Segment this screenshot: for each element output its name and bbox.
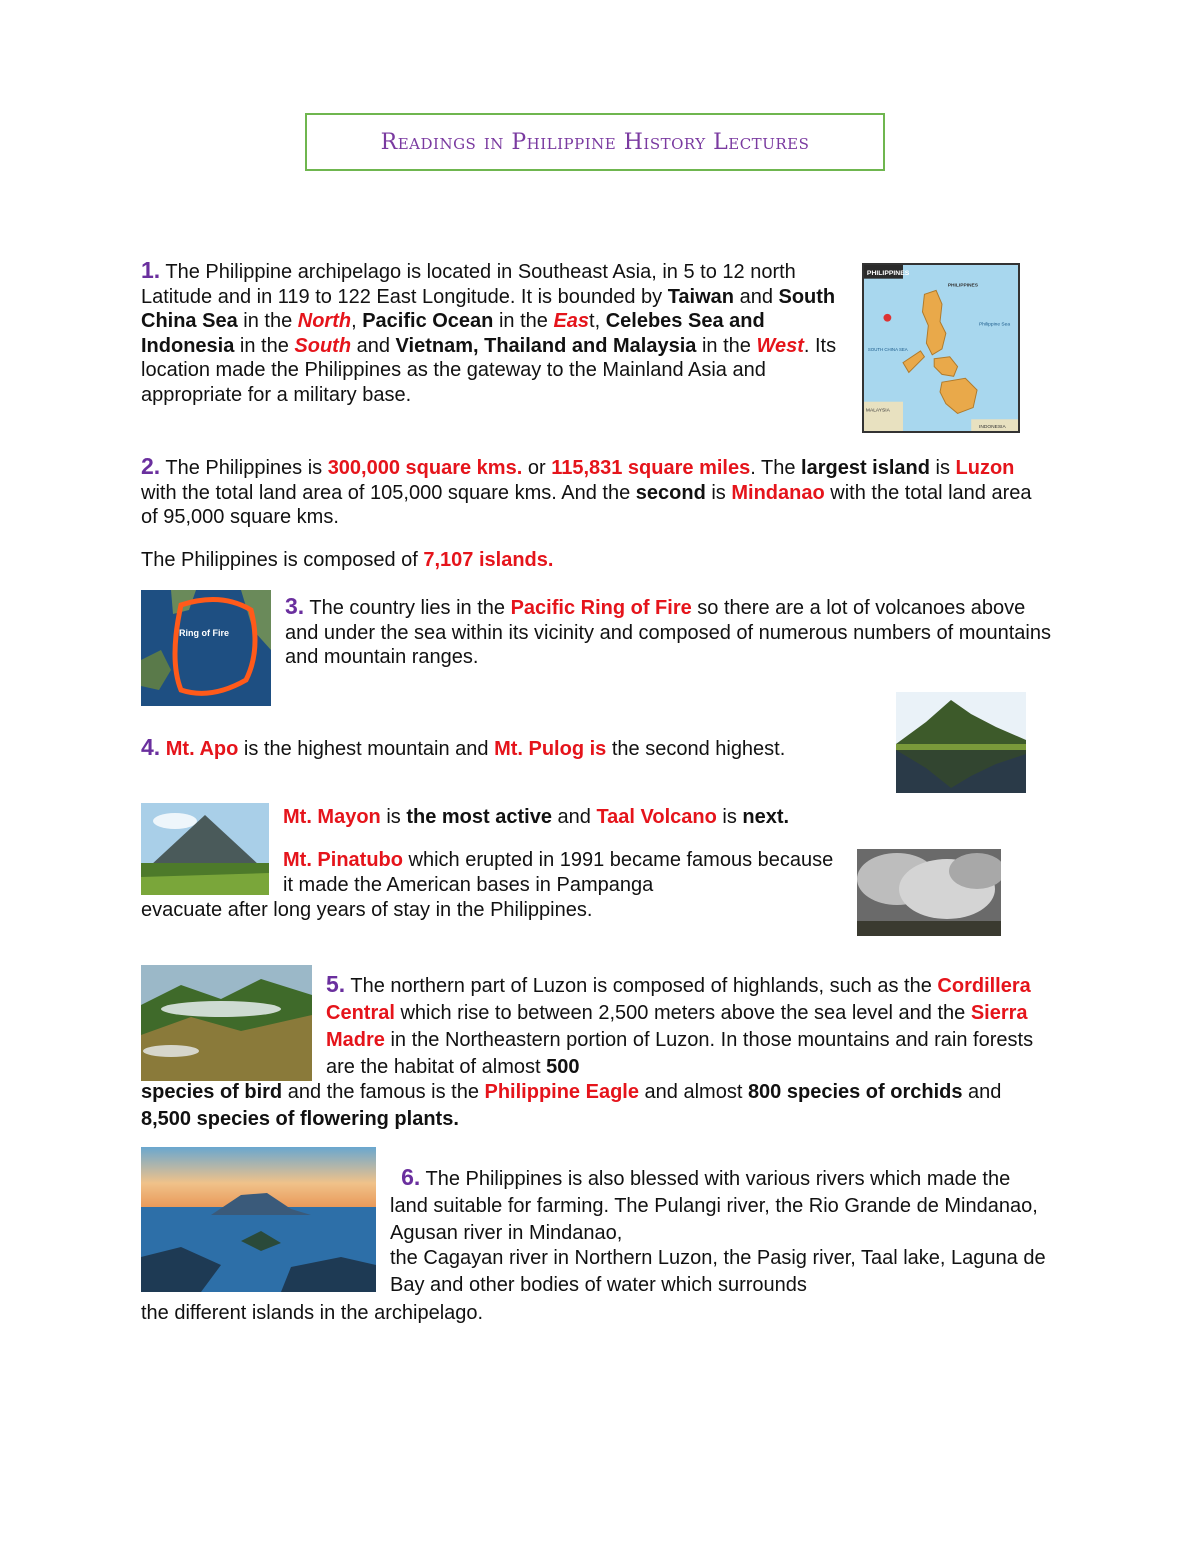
title-box	[305, 113, 885, 171]
section-number: 1.	[141, 257, 161, 283]
section-1: 1. The Philippine archipelago is located in Southeast Asia, in 5 to 12 north Latitude and in 119 to 122 East Longitude. It is bounded by Taiwan and South China Sea in the North, Pacific Ocean in the East, Celebes Sea and Indonesia in the South and Vietnam, Thailand and Malaysia in the West. Its location made the Philippines as the gateway to the Mainland Asia and appropriate for a military base.	[141, 257, 837, 406]
svg-text:Philippine Sea: Philippine Sea	[979, 322, 1011, 328]
svg-text:SOUTH CHINA SEA: SOUTH CHINA SEA	[867, 346, 908, 352]
islands-line: The Philippines is composed of 7,107 islands.	[141, 549, 554, 571]
section-6-top: 6. The Philippines is also blessed with various rivers which made the land suitable for farming. The Pulangi river, the Rio Grande de Mindanao, Agusan river in Mindanao,	[390, 1164, 1038, 1244]
section-number: 4.	[141, 734, 161, 760]
section-5-bottom: species of bird and the famous is the Philippine Eagle and almost 800 species of orchids and 8,500 species of flowering plants.	[141, 1081, 1002, 1130]
mayon-volcano-image	[141, 803, 269, 895]
mountain-lake-image	[896, 692, 1026, 793]
section-2: 2. The Philippines is 300,000 square kms. or 115,831 square miles. The largest island is Luzon with the total land area of 105,000 square kms. And the second is Mindanao with the total land area of 95,000 square kms.	[141, 453, 1032, 528]
svg-text:PHILIPPINES: PHILIPPINES	[947, 283, 979, 289]
svg-text:MALAYSIA: MALAYSIA	[865, 408, 890, 414]
ring-of-fire-image	[141, 590, 271, 706]
page-title: Readings in Philippine History Lectures	[380, 129, 810, 155]
section-number: 6.	[401, 1164, 421, 1190]
pinatubo-paragraph: Mt. Pinatubo which erupted in 1991 became famous because it made the American bases in Pampanga	[283, 849, 834, 896]
section-number: 3.	[285, 593, 305, 619]
svg-text:INDONESIA: INDONESIA	[979, 425, 1006, 431]
section-5-top: 5. The northern part of Luzon is composed of highlands, such as the Cordillera Central which rise to between 2,500 meters above the sea level and the Sierra Madre in the Northeastern portion of Luzon. In those mountains and rain forests are the habitat of almost 500	[326, 971, 1034, 1078]
section-4: 4. Mt. Apo is the highest mountain and Mt. Pulog is the second highest.	[141, 734, 786, 760]
svg-text:Ring of Fire: Ring of Fire	[179, 628, 229, 638]
pinatubo-eruption-image	[857, 849, 1001, 936]
pinatubo-line-2: evacuate after long years of stay in the Philippines.	[141, 899, 593, 921]
section-number: 5.	[326, 971, 346, 997]
map-label: PHILIPPINES	[866, 269, 910, 277]
section-6-mid: the Cagayan river in Northern Luzon, the Pasig river, Taal lake, Laguna de Bay and other bodies of water which surrounds	[390, 1247, 1046, 1296]
section-6-bottom: the different islands in the archipelago.	[141, 1302, 484, 1324]
section-number: 2.	[141, 453, 161, 479]
taal-lake-image	[141, 1147, 376, 1292]
philippines-map-image	[862, 263, 1020, 433]
mayon-line: Mt. Mayon is the most active and Taal Volcano is next.	[283, 806, 790, 828]
cordillera-highlands-image	[141, 965, 312, 1081]
section-3: 3. The country lies in the Pacific Ring of Fire so there are a lot of volcanoes above and under the sea within its vicinity and composed of numerous numbers of mountains and mountain ranges.	[285, 593, 1051, 668]
